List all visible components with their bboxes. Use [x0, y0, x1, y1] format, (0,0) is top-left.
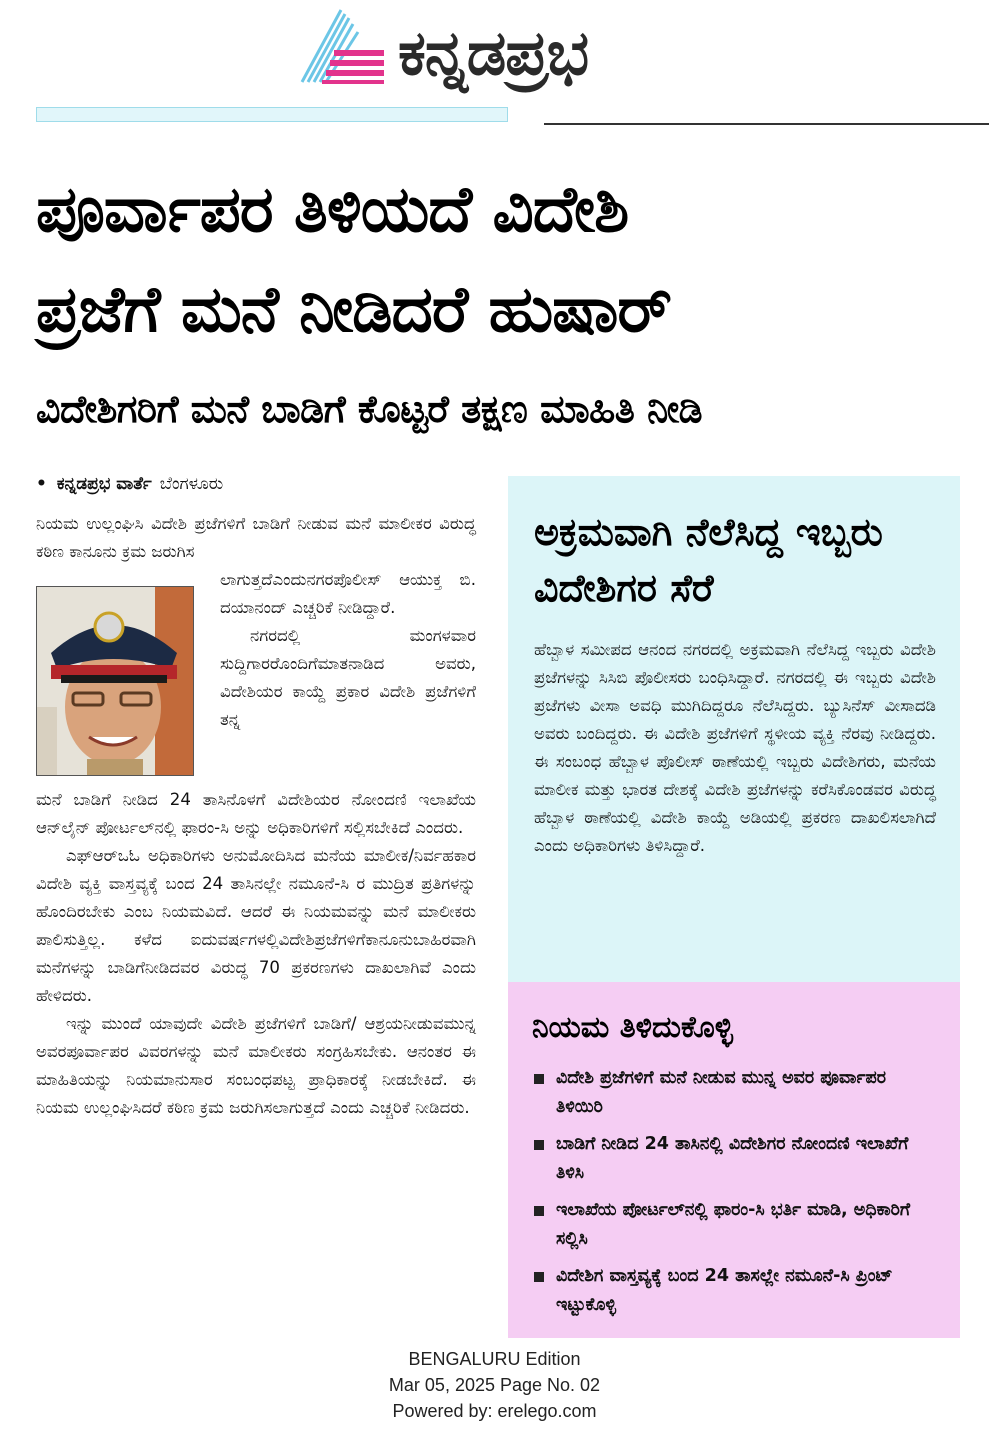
square-bullet-icon: [534, 1074, 544, 1084]
police-officer-portrait-icon: [37, 587, 194, 776]
sidebar-story-body: ಹೆಬ್ಬಾಳ ಸಮೀಪದ ಆನಂದ ನಗರದಲ್ಲಿ ಅಕ್ರಮವಾಗಿ ನೆಲೆಸಿದ್ದ ಇಬ್ಬರು ವಿದೇಶಿ ಪ್ರಜೆಗಳನ್ನು ಸಿಸಿಬಿ ಪೊಲೀಸರು ಬಂಧಿಸಿದ್ದಾರೆ. ನಗರದಲ್ಲಿ ಈ ಇಬ್ಬರು ವಿದೇಶಿ ಪ್ರಜೆಗಳು ವೀಸಾ ಅವಧಿ ಮುಗಿದಿದ್ದರೂ ನೆಲೆಸಿದ್ದರು. ಬ್ಯುಸಿನೆಸ್ ವೀಸಾದಡಿ ಅವರು ಬಂದಿದ್ದರು. ಈ ವಿದೇಶಿ ಪ್ರಜೆಗಳಿಗೆ ಸ್ಥಳೀಯ ವ್ಯಕ್ತಿ ನೆರವು ನೀಡಿದ್ದರು. ಈ ಸಂಬಂಧ ಹೆಬ್ಬಾಳ ಪೊಲೀಸ್ ಠಾಣೆಯಲ್ಲಿ ಇಬ್ಬರು ವಿದೇಶಿಗರು, ಮನೆಯ ಮಾಲೀಕ ಮತ್ತು ಭಾರತ ದೇಶಕ್ಕೆ ವಿದೇಶಿ ಪ್ರಜೆಗಳನ್ನು ಕರೆಸಿಕೊಂಡವರ ವಿರುದ್ಧ ಹೆಬ್ಬಾಳ ಠಾಣೆಯಲ್ಲಿ ವಿದೇಶಿ ಕಾಯ್ದೆ ಅಡಿಯಲ್ಲಿ ಪ್ರಕರಣ ದಾಖಲಿಸಲಾಗಿದೆ ಎಂದು ಅಧಿಕಾರಿಗಳು ತಿಳಿಸಿದ್ದಾರೆ.: [534, 640, 936, 855]
logo-triangle-icon: [298, 4, 388, 86]
byline: [36, 470, 476, 498]
article-paragraph-2-wrap: ನಗರದಲ್ಲಿ ಮಂಗಳವಾರ ಸುದ್ದಿಗಾರರೊಂದಿಗೆಮಾತನಾಡಿದ ಅವರು, ವಿದೇಶಿಯರ ಕಾಯ್ದೆ ಪ್ರಕಾರ ವಿದೇಶಿ ಪ್ರಜೆಗಳಿಗೆ ತನ್ನ: [220, 626, 476, 729]
byline-bullet: •: [36, 474, 47, 494]
article-main-column: [36, 786, 476, 1122]
rules-list-item: [532, 1064, 938, 1122]
footer-powered-by: Powered by: erelego.com: [392, 1401, 597, 1421]
rules-list-item: [532, 1130, 938, 1188]
article-paragraph-1-wrap: ಲಾಗುತ್ತದೆಎಂದುನಗರಪೊಲೀಸ್ ಆಯುಕ್ತ ಬಿ. ದಯಾನಂದ್ ಎಚ್ಚರಿಕೆ ನೀಡಿದ್ದಾರೆ.: [220, 570, 476, 617]
article-paragraph-1-top: ನಿಯಮ ಉಲ್ಲಂಘಿಸಿ ವಿದೇಶಿ ಪ್ರಜೆಗಳಿಗೆ ಬಾಡಿಗೆ ನೀಡುವ ಮನೆ ಮಾಲೀಕರ ವಿರುದ್ಧ ಕಠಿಣ ಕಾನೂನು ಕ್ರಮ ಜರುಗಿಸ: [36, 514, 476, 561]
rules-box: [508, 982, 960, 1338]
headline-line-2: ಪ್ರಜೆಗೆ ಮನೆ ನೀಡಿದರೆ ಹುಷಾರ್: [36, 273, 671, 347]
rules-list-item: [532, 1196, 938, 1254]
article-paragraph-4: ಇನ್ನು ಮುಂದೆ ಯಾವುದೇ ವಿದೇಶಿ ಪ್ರಜೆಗಳಿಗೆ ಬಾಡಿಗೆ/ ಆಶ್ರಯನೀಡುವಮುನ್ನ ಅವರಪೂರ್ವಾಪರ ವಿವರಗಳನ್ನು ಮನೆ ಮಾಲೀಕರು ಸಂಗ್ರಹಿಸಬೇಕು. ಆನಂತರ ಈ ಮಾಹಿತಿಯನ್ನು ನಿಯಮಾನುಸಾರ ಸಂಬಂಧಪಟ್ಟ ಪ್ರಾಧಿಕಾರಕ್ಕೆ ನೀಡಬೇಕಿದೆ. ಈ ನಿಯಮ ಉಲ್ಲಂಘಿಸಿದರೆ ಕಠಿಣ ಕ್ರಮ ಜರುಗಿಸಲಾಗುತ್ತದೆ ಎಂದು ಎಚ್ಚರಿಕೆ ನೀಡಿದರು.: [36, 1014, 476, 1117]
paper-name-logo: ಕನ್ನಡಪ್ರಭ: [398, 16, 589, 89]
rules-list: [532, 1064, 938, 1320]
rules-item-text: ಬಾಡಿಗೆ ನೀಡಿದ 24 ತಾಸಿನಲ್ಲಿ ವಿದೇಶಿಗರ ನೋಂದಣಿ ಇಲಾಖೆಗೆ ತಿಳಿಸಿ: [556, 1134, 909, 1183]
footer-date-page: Mar 05, 2025 Page No. 02: [388, 1375, 601, 1395]
byline-source: ಕನ್ನಡಪ್ರಭ ವಾರ್ತೆ: [56, 474, 152, 494]
masthead: [0, 0, 989, 130]
rules-box-title: ನಿಯಮ ತಿಳಿದುಕೊಳ್ಳಿ: [532, 1010, 734, 1045]
article-paragraph-2-rest: ಮನೆ ಬಾಡಿಗೆ ನೀಡಿದ 24 ತಾಸಿನೊಳಗೆ ವಿದೇಶಿಯರ ನೋಂದಣಿ ಇಲಾಖೆಯ ಆನ್‌ಲೈನ್ ಪೋರ್ಟಲ್‌ನಲ್ಲಿ ಫಾರಂ-ಸಿ ಅನ್ನು ಅಧಿಕಾರಿಗಳಿಗೆ ಸಲ್ಲಿಸಬೇಕಿದೆ ಎಂದರು.: [36, 790, 476, 837]
subheadline: ವಿದೇಶಿಗರಿಗೆ ಮನೆ ಬಾಡಿಗೆ ಕೊಟ್ಟರೆ ತಕ್ಷಣ ಮಾಹಿತಿ ನೀಡಿ: [36, 387, 703, 431]
rules-item-text: ಇಲಾಖೆಯ ಪೋರ್ಟಲ್‌ನಲ್ಲಿ ಫಾರಂ-ಸಿ ಭರ್ತಿ ಮಾಡಿ, ಅಧಿಕಾರಿಗೆ ಸಲ್ಲಿಸಿ: [556, 1200, 911, 1249]
square-bullet-icon: [534, 1272, 544, 1282]
sidebar-story-title: ಅಕ್ರಮವಾಗಿ ನೆಲೆಸಿದ್ದ ಇಬ್ಬರು ವಿದೇಶಿಗರ ಸೆರೆ: [534, 510, 883, 610]
masthead-rule-dark: [544, 123, 989, 125]
commissioner-photo: [36, 586, 194, 776]
masthead-rule-cyan: [36, 107, 508, 122]
rules-item-text: ವಿದೇಶಿ ಪ್ರಜೆಗಳಿಗೆ ಮನೆ ನೀಡುವ ಮುನ್ನ ಅವರ ಪೂರ್ವಾಪರ ತಿಳಿಯಿರಿ: [556, 1068, 887, 1117]
square-bullet-icon: [534, 1140, 544, 1150]
sidebar-story-box: [508, 476, 960, 982]
byline-place: ಬೆಂಗಳೂರು: [159, 474, 224, 494]
rules-list-item: [532, 1262, 938, 1320]
headline-line-1: ಪೂರ್ವಾಪರ ತಿಳಿಯದೆ ವಿದೇಶಿ: [36, 173, 629, 247]
article-paragraph-3: ಎಫ್‌ಆರ್‌ಒಓ ಅಧಿಕಾರಿಗಳು ಅನುಮೋದಿಸಿದ ಮನೆಯ ಮಾಲೀಕ/ನಿರ್ವಹಕಾರ ವಿದೇಶಿ ವ್ಯಕ್ತಿ ವಾಸ್ತವ್ಯಕ್ಕೆ ಬಂದ 24 ತಾಸಿನಲ್ಲೇ ನಮೂನೆ-ಸಿ ರ ಮುದ್ರಿತ ಪ್ರತಿಗಳನ್ನು ಹೊಂದಿರಬೇಕು ಎಂಬ ನಿಯಮವಿದೆ. ಆದರೆ ಈ ನಿಯಮವನ್ನು ಮನೆ ಮಾಲೀಕರು ಪಾಲಿಸುತ್ತಿಲ್ಲ. ಕಳೆದ ಐದುವರ್ಷಗಳಲ್ಲಿವಿದೇಶಿಪ್ರಜೆಗಳಿಗೆಕಾನೂನುಬಾಹಿರವಾಗಿ ಮನೆಗಳನ್ನು ಬಾಡಿಗೆನೀಡಿದವರ ವಿರುದ್ಧ 70 ಪ್ರಕರಣಗಳು ದಾಖಲಾಗಿವೆ ಎಂದು ಹೇಳಿದರು.: [36, 846, 476, 1005]
page-footer: [0, 1346, 989, 1424]
footer-edition: BENGALURU Edition: [408, 1349, 581, 1369]
rules-item-text: ವಿದೇಶಿಗ ವಾಸ್ತವ್ಯಕ್ಕೆ ಬಂದ 24 ತಾಸಲ್ಲೇ ನಮೂನೆ-ಸಿ ಪ್ರಿಂಟ್ ಇಟ್ಟುಕೊಳ್ಳಿ: [556, 1266, 893, 1315]
headline: [36, 160, 966, 360]
article-wrap-column: [220, 566, 476, 734]
square-bullet-icon: [534, 1206, 544, 1216]
